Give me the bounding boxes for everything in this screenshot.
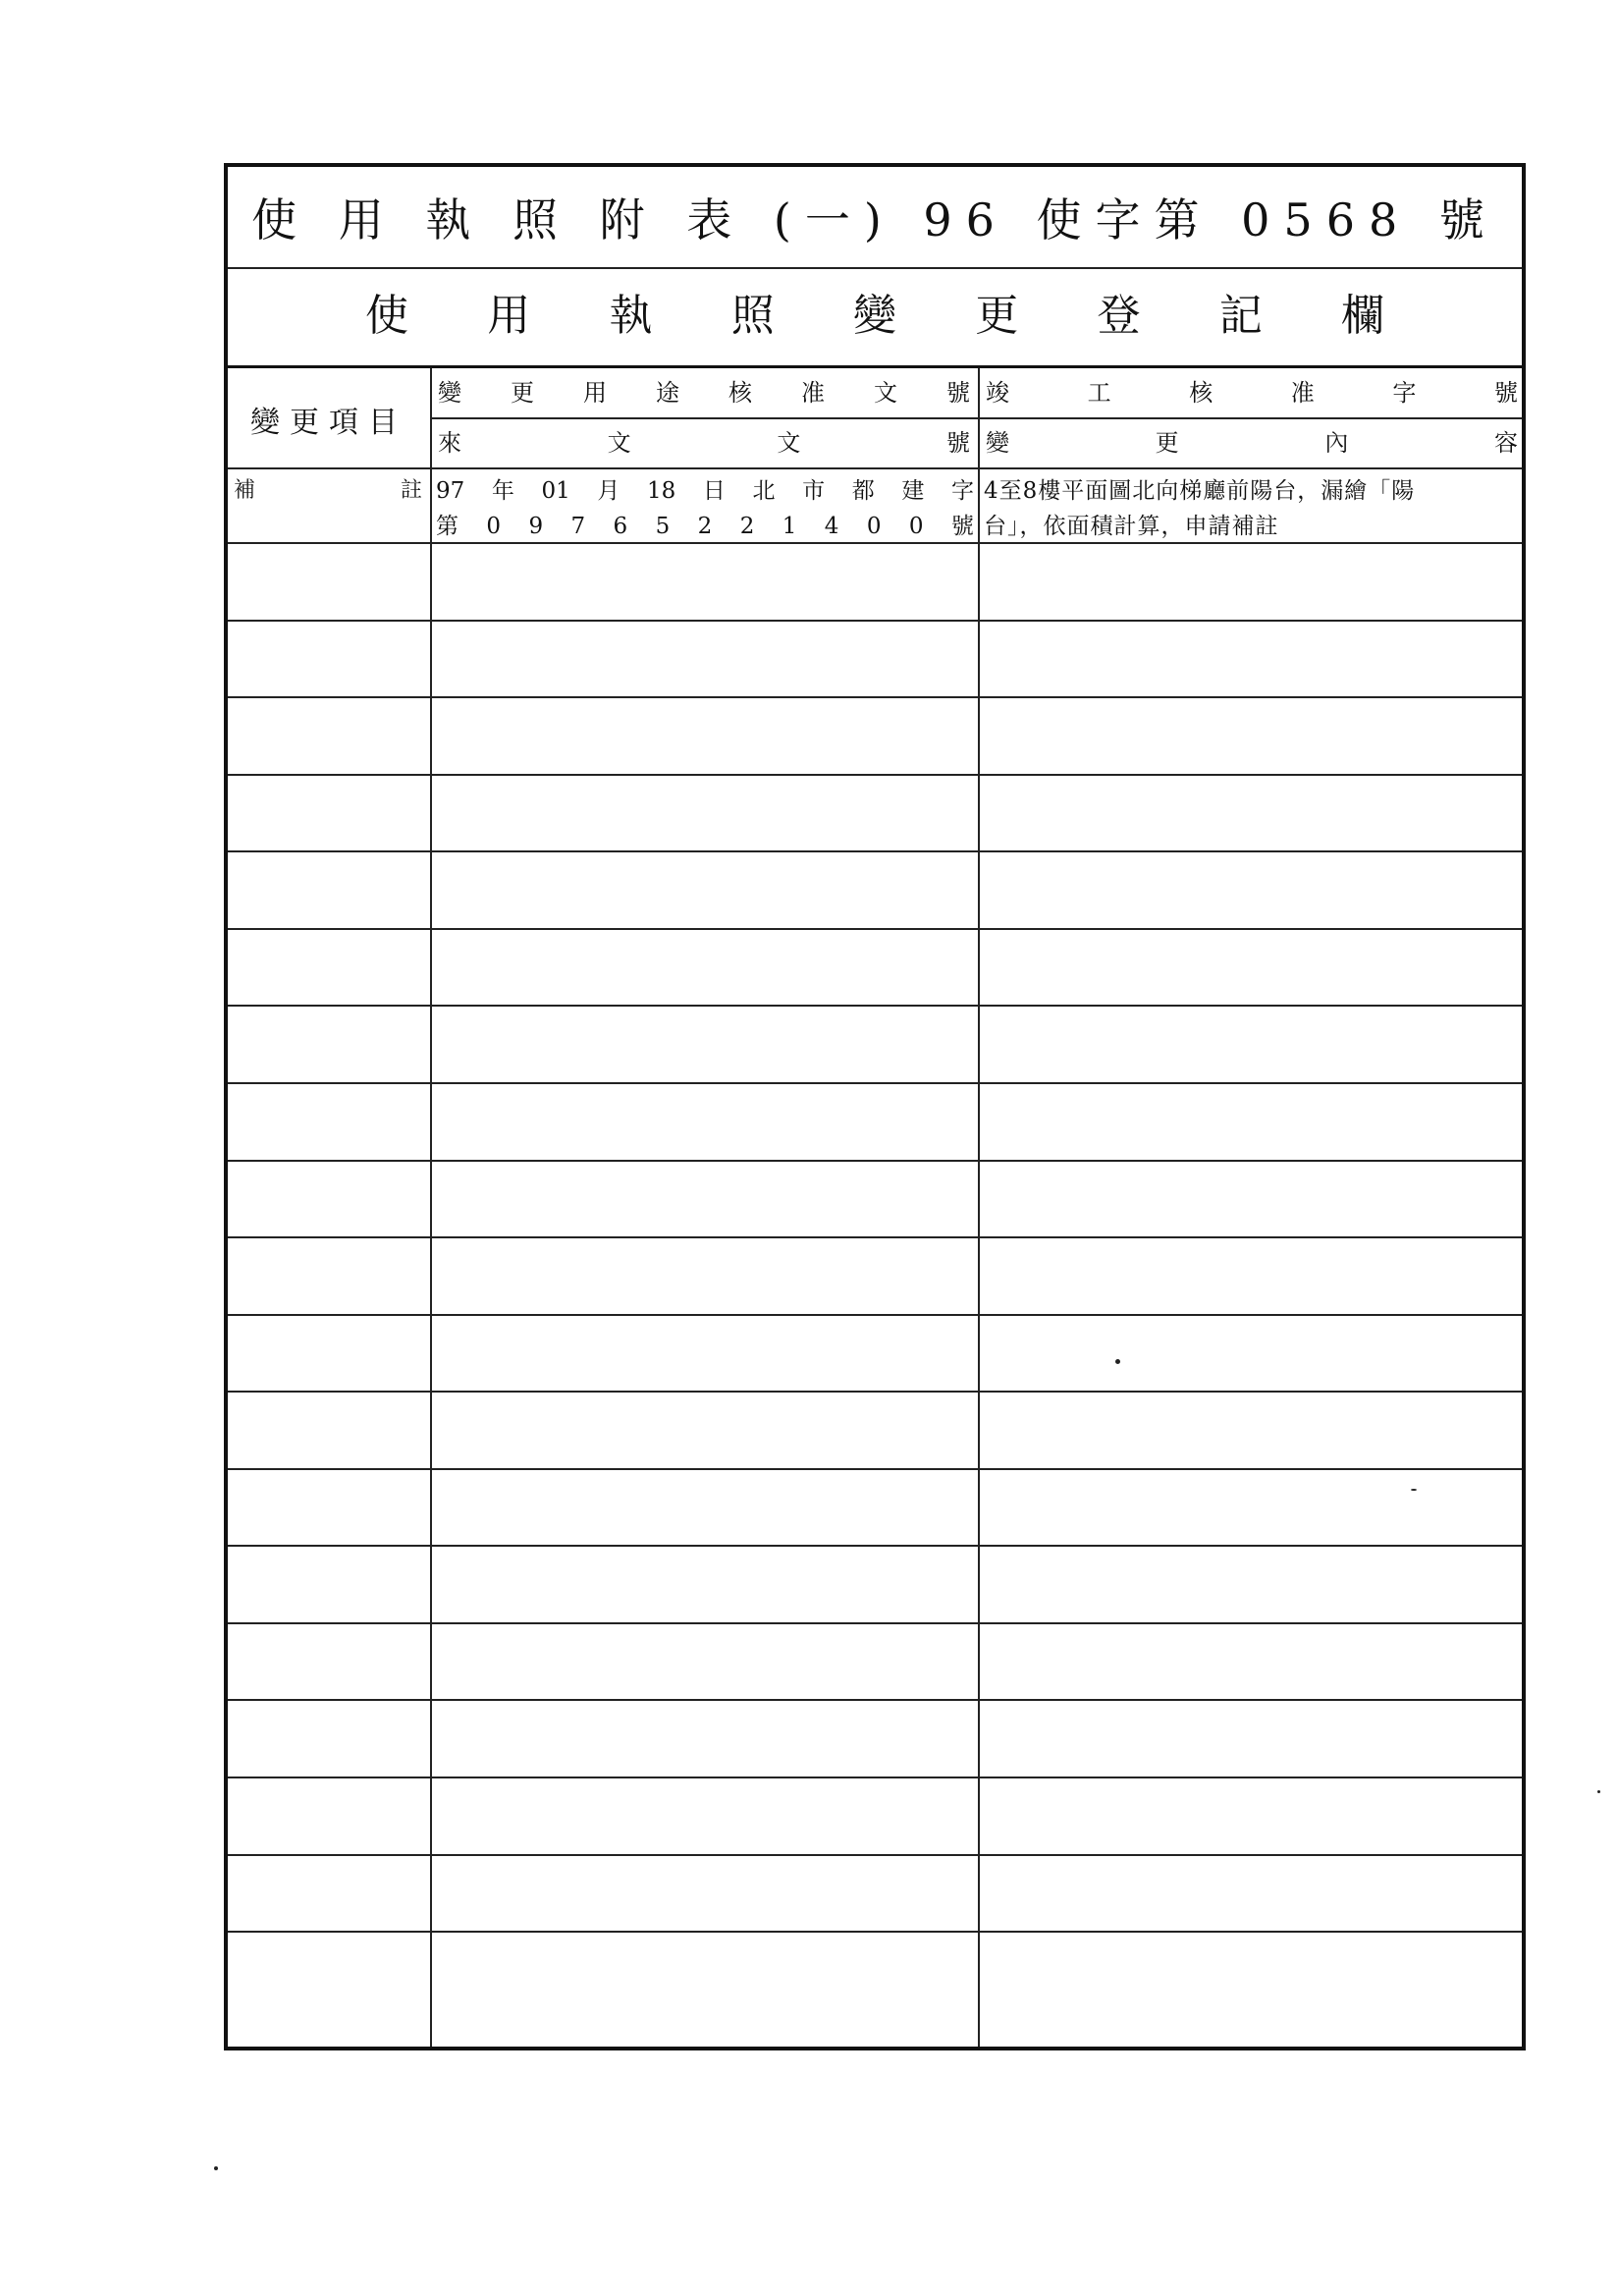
doc-token: 6 bbox=[613, 514, 628, 539]
subtitle-char: 使 bbox=[365, 291, 408, 341]
row-divider bbox=[228, 1699, 1522, 1701]
doc-token: 7 bbox=[570, 514, 586, 539]
doc-token: 日 bbox=[702, 478, 726, 504]
header-char: 變 bbox=[986, 429, 1009, 457]
header-char: 途 bbox=[656, 379, 679, 407]
subtitle-char: 欄 bbox=[1341, 291, 1384, 341]
header-char: 更 bbox=[1155, 429, 1179, 457]
doc-token: 年 bbox=[491, 478, 514, 504]
header-char: 變 bbox=[438, 379, 461, 407]
doc-token: 0 bbox=[866, 514, 882, 539]
subtitle-char: 記 bbox=[1218, 291, 1263, 341]
row-divider bbox=[228, 850, 1522, 852]
entry-item-left: 補 bbox=[234, 478, 256, 503]
header-completion-approval-no bbox=[986, 369, 1518, 416]
header-char: 字 bbox=[1392, 379, 1417, 407]
doc-token: 01 bbox=[541, 478, 570, 504]
header-char: 容 bbox=[1493, 429, 1518, 457]
doc-token: 月 bbox=[597, 478, 620, 504]
header-char: 文 bbox=[607, 429, 631, 457]
doc-token: 市 bbox=[802, 478, 826, 504]
header-char: 用 bbox=[583, 379, 607, 407]
subtitle-char: 照 bbox=[730, 291, 775, 341]
header-char: 來 bbox=[438, 429, 461, 457]
doc-token: 字 bbox=[950, 478, 974, 504]
header-char: 核 bbox=[728, 379, 752, 407]
scan-speck bbox=[1597, 1790, 1600, 1793]
entry-doc-line-2 bbox=[436, 509, 974, 544]
row-divider bbox=[228, 1314, 1522, 1316]
title-row bbox=[228, 167, 1522, 269]
entry-doc-line-1 bbox=[436, 473, 974, 509]
doc-token: 2 bbox=[697, 514, 713, 539]
entry-content-line-2: 台」，依面積計算，申請補註 bbox=[984, 514, 1279, 539]
header-char: 號 bbox=[945, 429, 970, 457]
row-divider bbox=[228, 1622, 1522, 1624]
doc-token: 都 bbox=[851, 478, 875, 504]
row-divider bbox=[228, 1236, 1522, 1238]
row-divider bbox=[228, 1854, 1522, 1856]
scan-speck bbox=[1115, 1359, 1120, 1364]
header-char: 更 bbox=[511, 379, 534, 407]
row-divider bbox=[228, 1082, 1522, 1084]
header-char: 號 bbox=[946, 379, 970, 407]
header-change-item: 變更項目 bbox=[250, 405, 407, 440]
form-title: 使 用 執 照 附 表 (一) 96 使字第 0568 號 bbox=[251, 193, 1498, 246]
doc-token: 建 bbox=[901, 478, 925, 504]
header-char: 核 bbox=[1189, 379, 1214, 407]
doc-token: 97 bbox=[436, 478, 465, 504]
scan-speck bbox=[1411, 1489, 1417, 1491]
doc-token: 0 bbox=[908, 514, 924, 539]
header-approval-doc-no bbox=[438, 369, 970, 416]
row-divider bbox=[228, 1005, 1522, 1007]
row-divider bbox=[228, 928, 1522, 930]
row-divider bbox=[228, 620, 1522, 622]
header-change-content bbox=[986, 419, 1518, 466]
row-divider bbox=[228, 1931, 1522, 1933]
doc-token: 北 bbox=[752, 478, 776, 504]
doc-token: 4 bbox=[824, 514, 839, 539]
subtitle-char: 執 bbox=[609, 291, 653, 341]
doc-token: 9 bbox=[528, 514, 544, 539]
header-char: 文 bbox=[777, 429, 801, 457]
header-char: 准 bbox=[1290, 379, 1315, 407]
row-divider bbox=[228, 1391, 1522, 1393]
header-incoming-doc-no bbox=[438, 419, 970, 466]
header-char: 工 bbox=[1087, 379, 1111, 407]
scan-speck bbox=[214, 2166, 218, 2170]
doc-token: 號 bbox=[950, 514, 974, 539]
entry-item-right: 註 bbox=[401, 478, 423, 503]
row-divider bbox=[228, 1777, 1522, 1778]
doc-token: 2 bbox=[739, 514, 755, 539]
doc-token: 第 bbox=[436, 514, 458, 539]
row-divider bbox=[228, 1468, 1522, 1470]
doc-token: 18 bbox=[647, 478, 676, 504]
header-char: 號 bbox=[1493, 379, 1518, 407]
doc-token: 1 bbox=[782, 514, 797, 539]
header-char: 文 bbox=[874, 379, 897, 407]
header-char: 竣 bbox=[986, 379, 1009, 407]
header-char: 准 bbox=[801, 379, 825, 407]
subtitle-char: 更 bbox=[975, 291, 1019, 341]
row-divider bbox=[228, 774, 1522, 776]
entry-content-line-1: 4至8樓平面圖北向梯廳前陽台，漏繪「陽 bbox=[984, 478, 1416, 504]
header-char: 內 bbox=[1324, 429, 1349, 457]
change-registration-form bbox=[224, 163, 1526, 2050]
row-divider bbox=[228, 1160, 1522, 1162]
row-divider bbox=[228, 696, 1522, 698]
doc-token: 0 bbox=[486, 514, 502, 539]
subtitle-char: 用 bbox=[487, 291, 531, 341]
doc-token: 5 bbox=[655, 514, 671, 539]
row-divider bbox=[228, 1545, 1522, 1547]
row-divider bbox=[228, 542, 1522, 544]
subtitle-row bbox=[228, 267, 1522, 368]
subtitle-char: 變 bbox=[853, 291, 896, 341]
subtitle-char: 登 bbox=[1097, 291, 1141, 341]
form-subtitle bbox=[365, 289, 1384, 344]
